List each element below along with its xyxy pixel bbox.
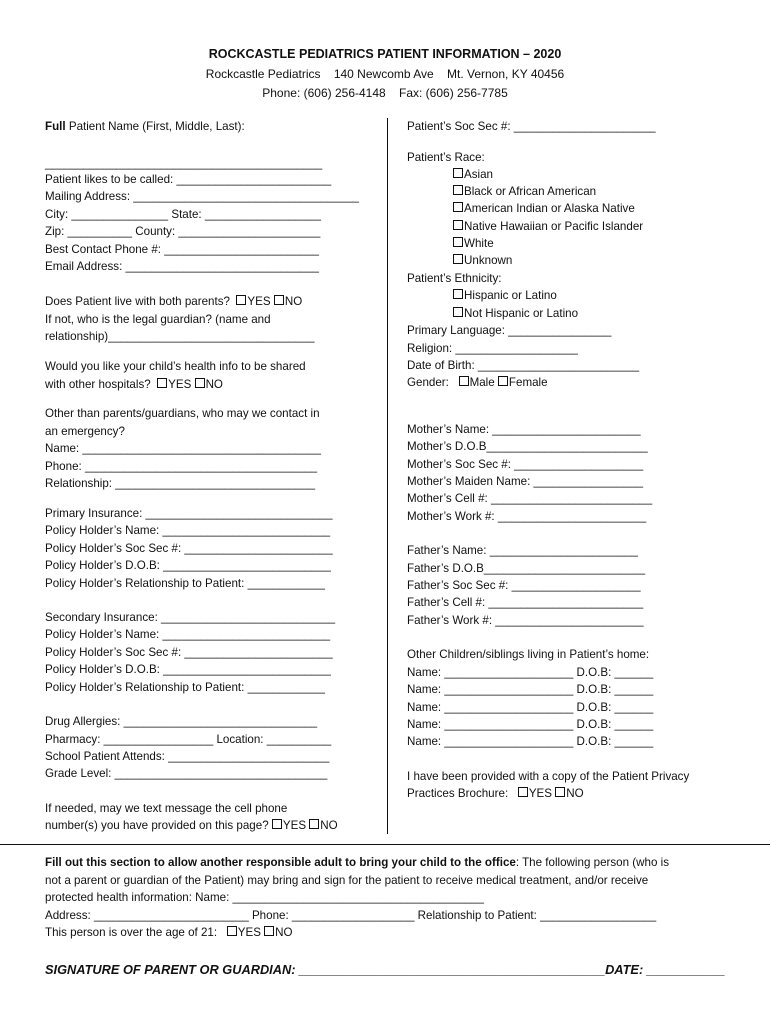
responsible-adult-contact-field[interactable]: Address: ________________________ Phone: ___________________ Relationship to Patient: __________________: [45, 909, 657, 922]
emergency-question: Other than parents/guardians, who may we contact in: [45, 407, 320, 420]
legal-guardian-field[interactable]: relationship)________________________________: [45, 330, 315, 343]
race-checkbox[interactable]: [453, 202, 463, 212]
both-parents-question: Does Patient live with both parents? YES NO: [45, 295, 303, 308]
signature-date-line[interactable]: SIGNATURE OF PARENT OR GUARDIAN: ___________________________________________DATE: ___________: [45, 962, 726, 977]
mother-ssn-field[interactable]: Mother’s Soc Sec #: ____________________: [407, 458, 644, 471]
ethnicity-option-not-hispanic[interactable]: Not Hispanic or Latino: [407, 307, 578, 321]
school-field[interactable]: School Patient Attends: _________________________: [45, 750, 330, 763]
privacy-brochure-options: Practices Brochure: YES NO: [407, 787, 584, 800]
race-option-unknown[interactable]: Unknown: [407, 254, 512, 268]
religion-field[interactable]: Religion: ___________________: [407, 342, 578, 355]
zip-county-field[interactable]: Zip: __________ County: ______________________: [45, 225, 321, 238]
sibling-field[interactable]: Name: ____________________ D.O.B: ______: [407, 683, 654, 696]
race-checkbox[interactable]: [453, 185, 463, 195]
primary-holder-name-field[interactable]: Policy Holder’s Name: __________________________: [45, 524, 331, 537]
race-option-american-indian[interactable]: American Indian or Alaska Native: [407, 202, 635, 216]
share-info-no-checkbox[interactable]: [195, 378, 205, 388]
likes-called-field[interactable]: Patient likes to be called: ________________________: [45, 173, 332, 186]
siblings-label: Other Children/siblings living in Patient’s home:: [407, 648, 650, 661]
father-cell-field[interactable]: Father’s Cell #: ________________________: [407, 596, 644, 609]
race-option-native-hawaiian[interactable]: Native Hawaiian or Pacific Islander: [407, 220, 643, 234]
mother-maiden-field[interactable]: Mother’s Maiden Name: _________________: [407, 475, 644, 488]
emergency-phone-field[interactable]: Phone: ____________________________________: [45, 460, 318, 473]
privacy-brochure-statement: I have been provided with a copy of the Patient Privacy: [407, 770, 690, 783]
mother-work-field[interactable]: Mother’s Work #: _______________________: [407, 510, 647, 523]
race-checkbox[interactable]: [453, 168, 463, 178]
share-info-question: Would you like your child’s health info to be shared: [45, 360, 306, 373]
primary-holder-relationship-field[interactable]: Policy Holder’s Relationship to Patient: ____________: [45, 577, 325, 590]
grade-level-field[interactable]: Grade Level: _________________________________: [45, 767, 328, 780]
ethnicity-checkbox[interactable]: [453, 307, 463, 317]
responsible-adult-intro: Fill out this section to allow another responsible adult to bring your child to the office: The following person (who is: [45, 856, 670, 869]
full-name-label: Full Patient Name (First, Middle, Last):: [45, 120, 245, 133]
emergency-relationship-field[interactable]: Relationship: _______________________________: [45, 477, 316, 490]
father-name-field[interactable]: Father’s Name: _______________________: [407, 544, 638, 557]
over-21-yes-checkbox[interactable]: [227, 926, 237, 936]
share-info-options: with other hospitals? YES NO: [45, 378, 223, 391]
pharmacy-location-field[interactable]: Pharmacy: _________________ Location: __________: [45, 733, 332, 746]
both-parents-no-checkbox[interactable]: [274, 295, 284, 305]
practice-phone-fax: Phone: (606) 256-4148 Fax: (606) 256-7785: [262, 86, 508, 100]
email-field[interactable]: Email Address: ______________________________: [45, 260, 319, 273]
emergency-question-cont: an emergency?: [45, 425, 125, 438]
over-21-options: This person is over the age of 21: YES NO: [45, 926, 293, 939]
race-checkbox[interactable]: [453, 237, 463, 247]
full-name-field[interactable]: ___________________________________________: [45, 157, 323, 170]
primary-insurance-field[interactable]: Primary Insurance: _____________________________: [45, 507, 333, 520]
city-state-field[interactable]: City: _______________ State: __________________: [45, 208, 321, 221]
legal-guardian-label: If not, who is the legal guardian? (name and: [45, 313, 271, 326]
mother-name-field[interactable]: Mother’s Name: _______________________: [407, 423, 641, 436]
ethnicity-checkbox[interactable]: [453, 289, 463, 299]
responsible-adult-text: not a parent or guardian of the Patient) may bring and sign for the patient to receive medical treatment, and/or receive: [45, 874, 649, 887]
sibling-field[interactable]: Name: ____________________ D.O.B: ______: [407, 666, 654, 679]
sibling-field[interactable]: Name: ____________________ D.O.B: ______: [407, 735, 654, 748]
privacy-no-checkbox[interactable]: [555, 787, 565, 797]
text-message-options: number(s) you have provided on this page? YES NO: [45, 819, 338, 832]
drug-allergies-field[interactable]: Drug Allergies: ______________________________: [45, 715, 318, 728]
practice-address: Rockcastle Pediatrics 140 Newcomb Ave Mt. Vernon, KY 40456: [205, 67, 565, 81]
ethnicity-option-hispanic[interactable]: Hispanic or Latino: [407, 289, 557, 303]
section-divider: [0, 844, 770, 845]
primary-holder-ssn-field[interactable]: Policy Holder’s Soc Sec #: _______________________: [45, 542, 333, 555]
mailing-address-field[interactable]: Mailing Address: ___________________________________: [45, 190, 359, 203]
form-title: ROCKCASTLE PEDIATRICS PATIENT INFORMATION – 2020: [208, 47, 562, 61]
text-message-no-checkbox[interactable]: [309, 819, 319, 829]
responsible-adult-name-field[interactable]: protected health information: Name: _______________________________________: [45, 891, 485, 904]
over-21-no-checkbox[interactable]: [264, 926, 274, 936]
race-label: Patient’s Race:: [407, 151, 485, 164]
father-work-field[interactable]: Father’s Work #: _______________________: [407, 614, 644, 627]
race-option-white[interactable]: White: [407, 237, 494, 251]
race-option-black[interactable]: Black or African American: [407, 185, 596, 199]
date-of-birth-field[interactable]: Date of Birth: _________________________: [407, 359, 640, 372]
column-divider: [387, 118, 388, 834]
emergency-name-field[interactable]: Name: _____________________________________: [45, 442, 321, 455]
sibling-field[interactable]: Name: ____________________ D.O.B: ______: [407, 718, 654, 731]
best-phone-field[interactable]: Best Contact Phone #: ________________________: [45, 243, 319, 256]
mother-dob-field[interactable]: Mother’s D.O.B_________________________: [407, 440, 648, 453]
primary-language-field[interactable]: Primary Language: ________________: [407, 324, 612, 337]
secondary-holder-name-field[interactable]: Policy Holder’s Name: __________________________: [45, 628, 331, 641]
secondary-holder-relationship-field[interactable]: Policy Holder’s Relationship to Patient: ____________: [45, 681, 325, 694]
share-info-yes-checkbox[interactable]: [157, 378, 167, 388]
secondary-holder-dob-field[interactable]: Policy Holder’s D.O.B: __________________________: [45, 663, 331, 676]
gender-male-checkbox[interactable]: [459, 376, 469, 386]
sibling-field[interactable]: Name: ____________________ D.O.B: ______: [407, 701, 654, 714]
race-checkbox[interactable]: [453, 254, 463, 264]
primary-holder-dob-field[interactable]: Policy Holder’s D.O.B: __________________________: [45, 559, 331, 572]
race-option-asian[interactable]: Asian: [407, 168, 493, 182]
secondary-insurance-field[interactable]: Secondary Insurance: ___________________________: [45, 611, 336, 624]
text-message-yes-checkbox[interactable]: [272, 819, 282, 829]
ethnicity-label: Patient’s Ethnicity:: [407, 272, 502, 285]
father-ssn-field[interactable]: Father’s Soc Sec #: ____________________: [407, 579, 641, 592]
race-checkbox[interactable]: [453, 220, 463, 230]
secondary-holder-ssn-field[interactable]: Policy Holder’s Soc Sec #: _______________________: [45, 646, 333, 659]
gender-female-checkbox[interactable]: [498, 376, 508, 386]
text-message-question: If needed, may we text message the cell phone: [45, 802, 288, 815]
father-dob-field[interactable]: Father’s D.O.B_________________________: [407, 562, 646, 575]
both-parents-yes-checkbox[interactable]: [236, 295, 246, 305]
privacy-yes-checkbox[interactable]: [518, 787, 528, 797]
mother-cell-field[interactable]: Mother’s Cell #: _________________________: [407, 492, 653, 505]
patient-ssn-field[interactable]: Patient’s Soc Sec #: ______________________: [407, 120, 656, 133]
gender-options: Gender: Male Female: [407, 376, 548, 389]
